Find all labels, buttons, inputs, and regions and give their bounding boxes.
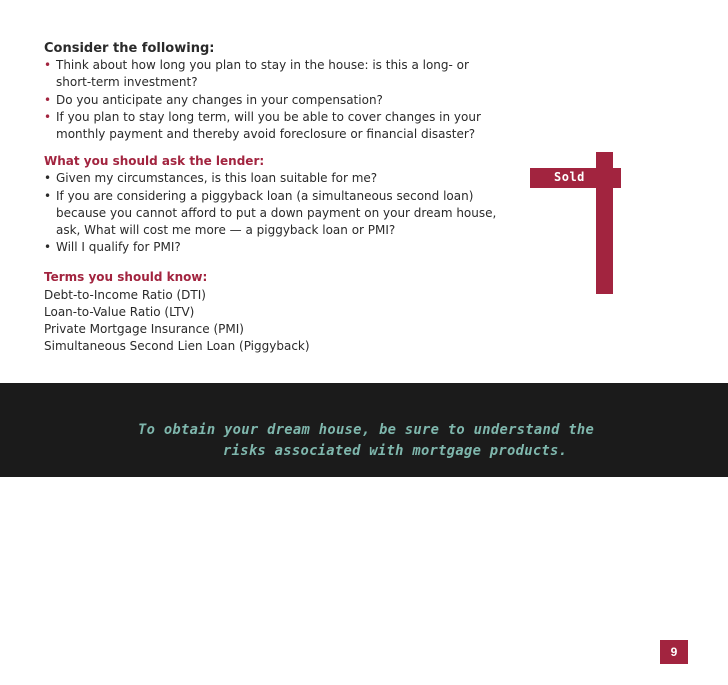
page-number: 9 — [660, 640, 688, 664]
term-item: Debt-to-Income Ratio (DTI) — [44, 287, 206, 302]
term-item: Simultaneous Second Lien Loan (Piggyback) — [44, 339, 310, 354]
bullet-icon: • — [44, 240, 52, 255]
list-item-line: Think about how long you plan to stay in the house: is this a long- or — [56, 58, 469, 73]
bullet-icon: • — [44, 92, 52, 107]
main-content — [44, 40, 514, 355]
list-item-line: Do you anticipate any changes in your compensation? — [56, 92, 383, 107]
bullet-icon: • — [44, 171, 52, 186]
sold-sign-label: Sold — [554, 170, 585, 184]
list-item — [44, 170, 514, 187]
list-item-line: monthly payment and thereby avoid foreclosure or financial disaster? — [56, 127, 476, 142]
consider-list — [44, 57, 514, 143]
list-item-line: short-term investment? — [56, 75, 198, 90]
bullet-icon: • — [44, 188, 52, 203]
bullet-icon: • — [44, 109, 52, 124]
list-item-line: Will I qualify for PMI? — [56, 240, 181, 255]
list-item — [44, 109, 514, 143]
list-item — [44, 57, 514, 91]
banner-line-2: risks associated with mortgage products. — [223, 443, 568, 459]
list-item-line: ask, What will cost me more — a piggyback loan or PMI? — [56, 223, 396, 238]
terms-heading: Terms you should know: — [44, 270, 208, 285]
quote-banner — [0, 383, 728, 477]
list-item-line: If you plan to stay long term, will you be able to cover changes in your — [56, 109, 481, 124]
terms-list — [44, 287, 514, 356]
term-item: Private Mortgage Insurance (PMI) — [44, 322, 244, 337]
ask-heading: What you should ask the lender: — [44, 154, 265, 169]
ask-list — [44, 170, 514, 256]
list-item — [44, 92, 514, 109]
list-item — [44, 188, 514, 240]
bullet-icon: • — [44, 58, 52, 73]
consider-heading: Consider the following: — [44, 41, 215, 56]
list-item-line: because you cannot afford to put a down payment on your dream house, — [56, 205, 497, 220]
list-item-line: Given my circumstances, is this loan suitable for me? — [56, 171, 378, 186]
list-item — [44, 239, 514, 256]
list-item-line: If you are considering a piggyback loan (a simultaneous second loan) — [56, 188, 474, 203]
banner-line-1: To obtain your dream house, be sure to understand the — [138, 422, 595, 438]
term-item: Loan-to-Value Ratio (LTV) — [44, 304, 195, 319]
